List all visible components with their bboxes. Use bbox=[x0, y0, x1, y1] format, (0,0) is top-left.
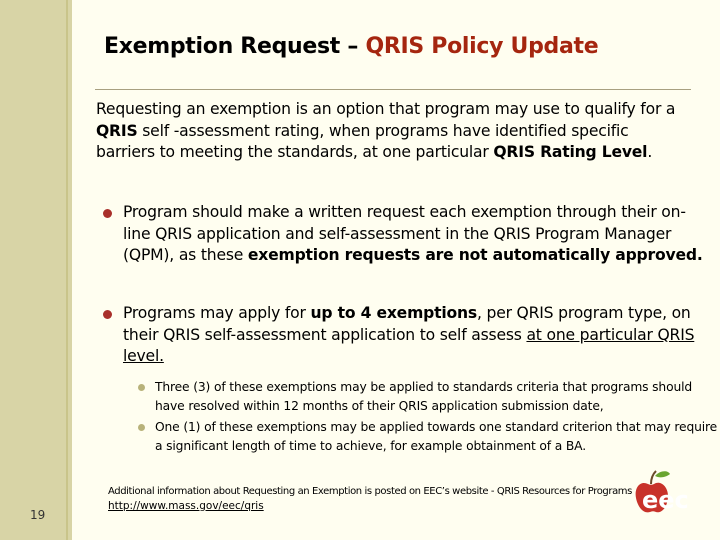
footer-note: Additional information about Requesting an Exemption is posted on EEC’s website - QRIS Resources for Programs bbox=[108, 486, 632, 497]
slide-title bbox=[104, 34, 598, 59]
sub-bullet-item: Three (3) of these exemptions may be applied to standards criteria that programs should have resolved within 12 months of their QRIS application submission date, bbox=[155, 380, 693, 413]
bullet-1-text: Program should make a written request each exemption through their on-line QRIS application and self-assessment in the QRIS Program Manager (QPM), as these bbox=[123, 203, 686, 264]
qris-resources-link[interactable]: http://www.mass.gov/eec/qris bbox=[108, 500, 264, 512]
title-accent: QRIS Policy Update bbox=[365, 34, 599, 59]
sub-bullet-dot bbox=[138, 424, 145, 431]
sub-bullet-dot bbox=[138, 384, 145, 391]
left-decorative-band bbox=[0, 0, 72, 540]
bullet-2-bold: up to 4 exemptions bbox=[310, 304, 477, 322]
intro-text-3: . bbox=[647, 143, 653, 161]
eec-logo bbox=[630, 462, 710, 522]
bullet-1-bold: exemption requests are not automatically approved. bbox=[247, 246, 703, 264]
intro-text-1: Requesting an exemption is an option that program may use to qualify for a bbox=[96, 100, 676, 118]
bullet-dot bbox=[103, 209, 112, 218]
intro-bold-2: QRIS Rating Level bbox=[493, 143, 648, 161]
bullet-2-text-a: Programs may apply for bbox=[123, 304, 311, 322]
page-number: 19 bbox=[30, 508, 46, 522]
logo-text: eec bbox=[642, 486, 689, 514]
title-main: Exemption Request – bbox=[104, 34, 366, 59]
bullet-item bbox=[123, 303, 703, 368]
bullet-2-text-c: , per QRIS program type, on their QRIS self-assessment application to self assess bbox=[123, 304, 691, 344]
intro-paragraph bbox=[96, 99, 676, 164]
intro-text-2: self -assessment rating, when programs have identified specific barriers to meeting the standards, at one particular bbox=[96, 121, 629, 161]
intro-bold-1: QRIS bbox=[96, 121, 138, 140]
title-divider bbox=[95, 89, 691, 90]
sub-bullet-item: One (1) of these exemptions may be applied towards one standard criterion that may require a significant length of time to achieve, for example obtainment of a BA. bbox=[155, 420, 718, 453]
bullet-dot bbox=[103, 310, 112, 319]
bullet-2-underlined: at one particular QRIS level. bbox=[123, 325, 695, 365]
bullet-item bbox=[123, 202, 703, 267]
band-divider-line bbox=[66, 0, 68, 540]
